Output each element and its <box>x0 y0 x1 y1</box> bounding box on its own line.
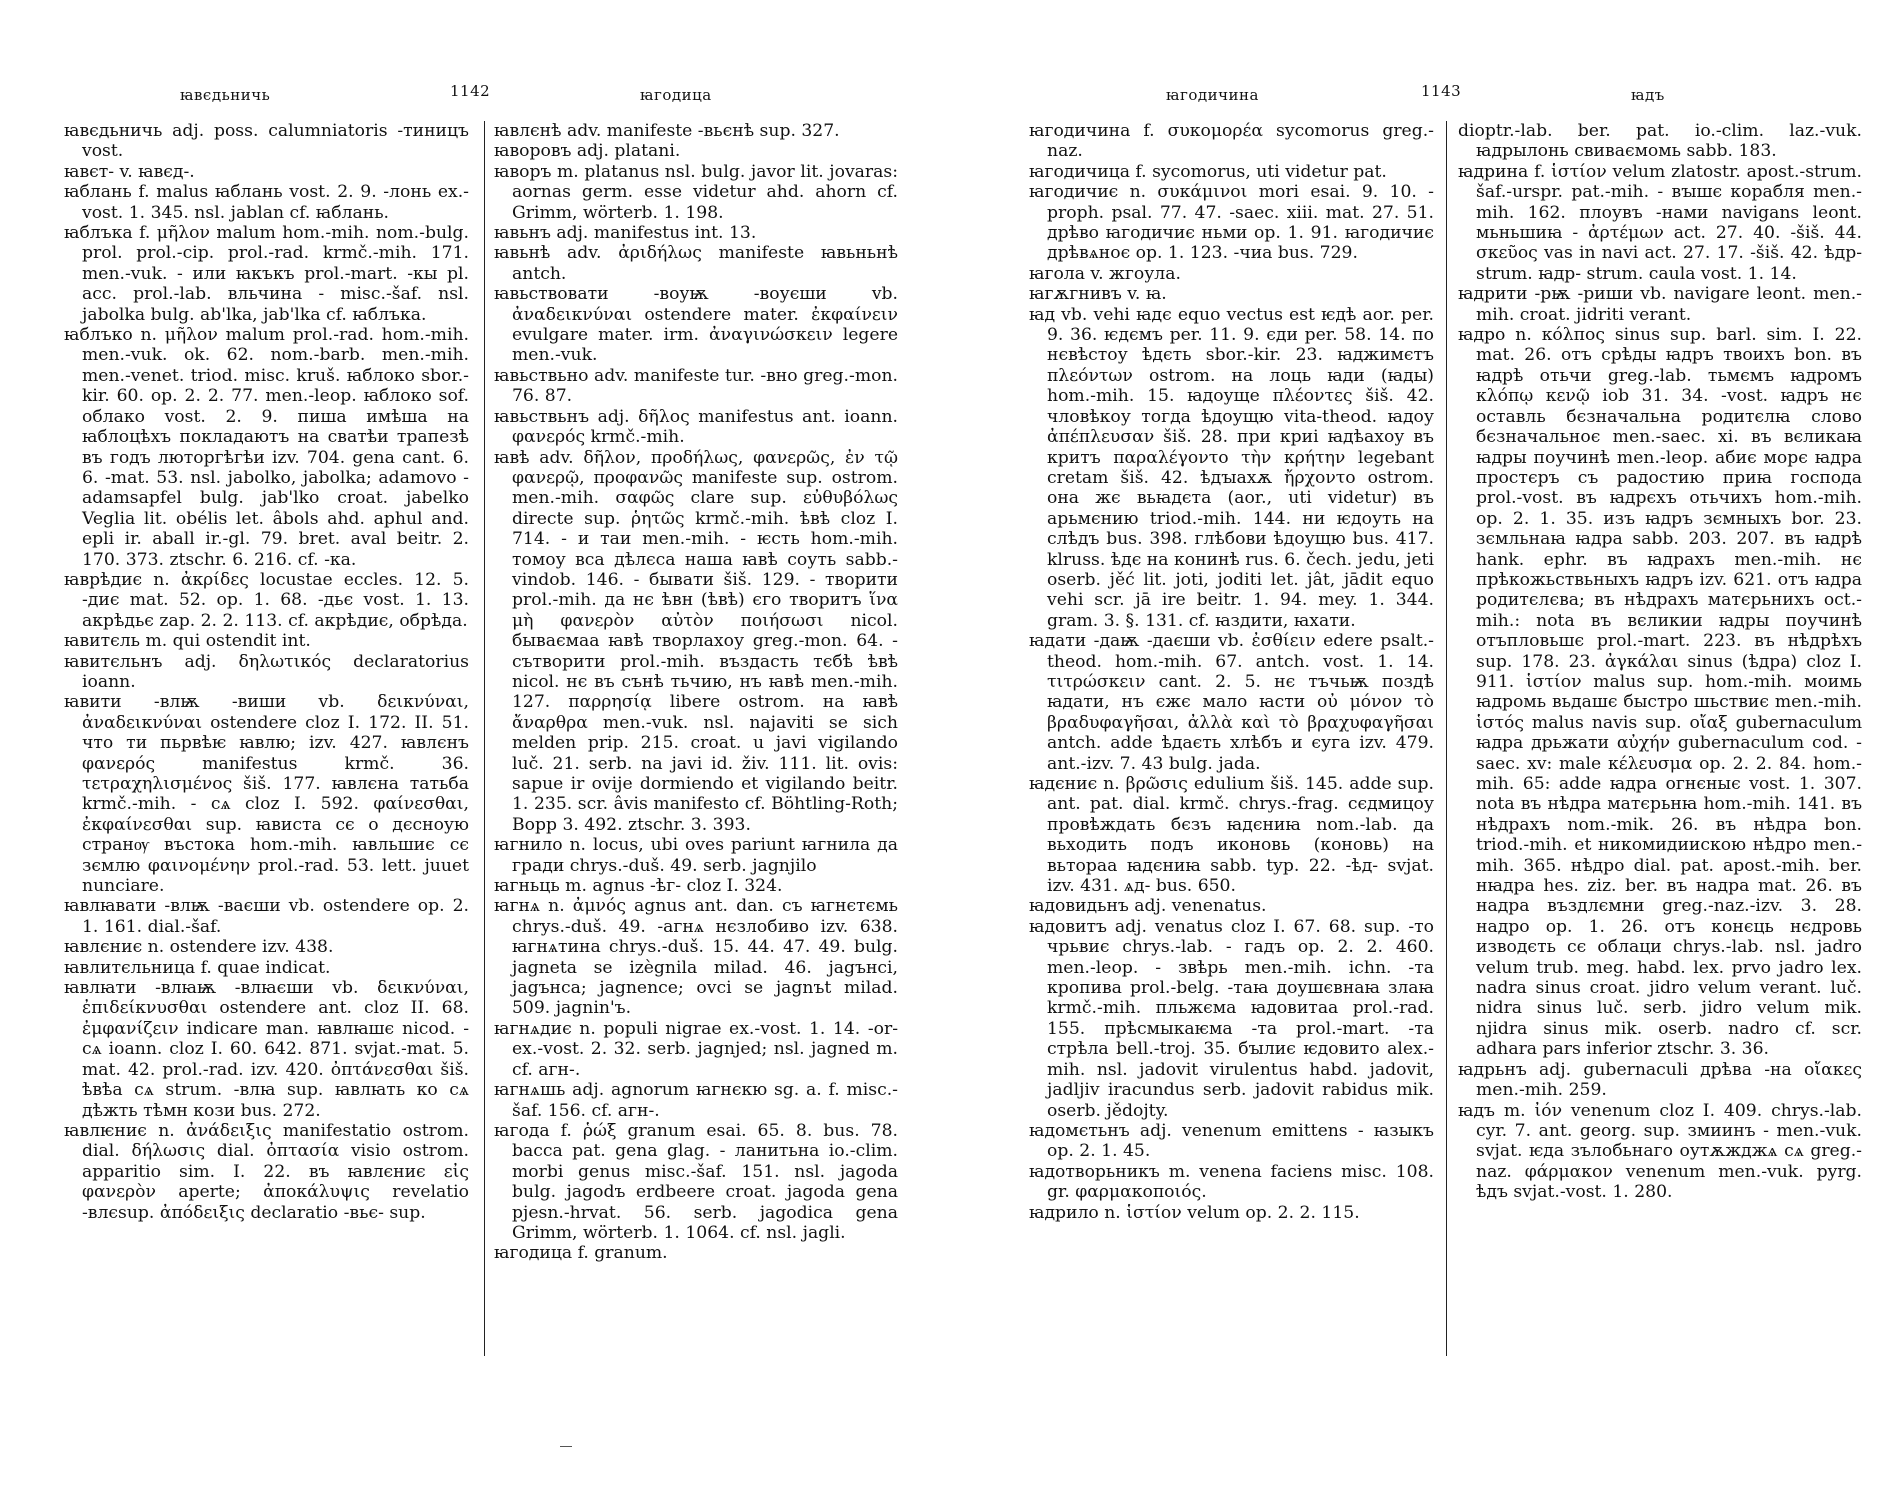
dictionary-entry: ꙗвлѥниє n. ἀνάδειξις manifestatio ostrom. dial. δήλωσις dial. ὀπτασία visio ostrom. apparitio sim. I. 22. въ ꙗвлєниє εἰς φανερὸν aperte; ἀποκάλυψις revelatio -влєsup. ἀπόδειξις declaratio -вьє- sup. <box>64 1120 469 1223</box>
dictionary-entry: ꙗдрина f. ἱστίον velum zlatostr. apost.-strum. šaf.-urspr. pat.-mih. - вꙑшє корабля men.-mih. 162. плоувъ -нами navigans leont. мьньшиꙗ - ἀρτέμων act. 27. 40. -šiš. 44. σκεῦος vas in navi act. 27. 17. -šiš. 42. ѣдр- strum. ꙗдр- strum. caula vost. 1. 14. <box>1458 161 1862 284</box>
column-divider <box>484 121 485 1356</box>
dictionary-entry: ꙗврѣдиє n. ἀκρίδες locustae eccles. 12. 5. -диє mat. 52. op. 1. 68. -дьє vost. 1. 13. акрѣдьє zap. 2. 2. 113. cf. акрѣдиє, обрѣда. <box>64 569 469 631</box>
dictionary-entry: ꙗвлєнѣ adv. manifeste -вьєнѣ sup. 327. <box>494 121 840 141</box>
dictionary-entry: ꙗблъка f. μῆλον malum hom.-mih. nom.-bulg. prol. prol.-cip. prol.-rad. krmč.-mih. 171. men.-vuk. - или ꙗкъкъ prol.-mart. -кы pl. acc. prol.-lab. вльчина - misc.-šaf. nsl. jabolka bulg. ab'lka, jab'lka cf. ꙗблъка. <box>64 223 469 325</box>
right-page <box>951 0 1902 1500</box>
dictionary-entry: ꙗдъ m. ἰόν venenum cloz I. 409. chrys.-lab. cyr. 7. ant. georg. sup. змиинъ - men.-vuk. svjat. ѥда зълобьнаго оутѫжджѧ сѧ greg.-naz. φάρμακον venenum men.-vuk. pyrg. ѣдъ svjat.-vost. 1. 280. <box>1458 1100 1862 1203</box>
dictionary-entry: ꙗвитєльнъ adj. δηλωτικός declaratorius ioann. <box>64 651 469 692</box>
dictionary-entry: ꙗгѫгнивъ v. ꙗ. <box>1029 284 1167 305</box>
dictionary-entry: ꙗблань f. malus ꙗблань vost. 2. 9. -лонь ex.-vost. 1. 345. nsl. jablan cf. ꙗблань. <box>64 182 469 223</box>
dictionary-entry: ꙗвлитєльница f. quae indicat. <box>64 957 331 978</box>
dictionary-entry: ꙗвлєниє n. ostendere izv. 438. <box>64 937 334 958</box>
dictionary-entry: ꙗдовидьнъ adj. venenatus. <box>1029 896 1267 917</box>
right-running-head: ꙗгодичина <box>1166 86 1259 104</box>
dictionary-entry: ꙗблъко n. μῆλον malum prol.-rad. hom.-mih. men.-vuk. ok. 62. nom.-barb. men.-mih. men.-venet. triod. misc. kruš. ꙗблоко sbor.-kir. 60. op. 2. 2. 77. men.-leop. ꙗблоко sof. облако vost. 2. 9. пиша имѣша на ꙗблоцѣхъ покладаютъ на сватѣи трапезѣ въ годъ лютоpгѣгѣи izv. 704. gena cant. 6. 6. -mat. 53. nsl. jabolko, jabolka; adamovo - adamsapfel bulg. jab'lko croat. jabelko Veglia lit. obélis let. âbols ahd. aphul and. epli ir. aball ir.-gl. 79. bret. aval beitr. 2. 170. 373. ztschr. 6. 216. cf. -ка. <box>64 325 469 570</box>
dictionary-entry: ꙗгодичица f. sycomorus, uti videtur pat. <box>1029 161 1387 182</box>
dictionary-entry: ꙗвѣ adv. δῆλον, προδήλως, φανερῶς, ἐν τῷ φανερῷ, προφανῶς manifeste sup. ostrom. men.-mih. σαφῶς clare sup. εὐθυβόλως directe sup. ῥητῶς krmč.-mih. ѣвѣ cloz I. 714. - и таи men.-mih. - ѥсть hom.-mih. томоу вса дѣлєса наша ꙗвѣ соуть sabb.-vindob. 146. - бывати šiš. 129. - творити prol.-mih. да нє ѣвн (ѣвѣ) єго творитъ ἵνα μὴ φανερὸν αὐτὸν ποιήσωσι nicol. бываємаа ꙗвѣ творлахоу greg.-mon. 64. - сътворити prol.-mih. въздасть тєбѣ ѣвѣ nicol. нє въ сънѣ тьчию, нъ ꙗвѣ men.-mih. 127. παρρησίᾳ libere ostrom. на ꙗвѣ ἄναρθρα men.-vuk. nsl. najaviti se sich melden prip. 215. croat. u javi vigilando luč. 21. serb. na javi id. živ. 111. lit. ovis: sapue ir ovije dormiendo et vigilando beitr. 1. 235. scr. âvis manifesto cf. Böhtling-Roth; Bopp 3. 492. ztschr. 3. 393. <box>494 447 898 835</box>
dictionary-entry: ꙗвьствовати -воуѭ -воуєши vb. ἀναδεικνύναι ostendere mater. ἐκφαίνειν evulgare mater. irm. ἀναγινώσκειν legere men.-vuk. <box>494 284 898 366</box>
dictionary-entry: ꙗгодица f. granum. <box>494 1243 668 1264</box>
dictionary-entry: ꙗвитєль m. qui ostendit int. <box>64 631 311 652</box>
left-page-column-1 <box>64 121 469 1456</box>
dictionary-entry: ꙗдрити -рѭ -риши vb. navigare leont. men.-mih. croat. jidriti verant. <box>1458 284 1862 325</box>
dictionary-entry: ꙗвити -влѭ -виши vb. δεικνύναι, ἀναδεικνύναι ostendere cloz I. 172. II. 51. что ти пьрвѣѥ ꙗвлю; izv. 427. ꙗвлєнъ φανερός manifestus krmč. 36. τετραχηλισμένος šiš. 177. ꙗвлєна татьба krmč.-mih. - сѧ cloz I. 592. φαίνεσθαι, ἐκφαίνεσθαι sup. ꙗвиста сє о дєсноую странѹ въстока hom.-mih. ꙗвльшиє сє зємлю φαινομένην prol.-rad. 53. lett. juuet nunciare. <box>64 692 469 897</box>
dictionary-entry: ꙗгнѧшь adj. agnorum ꙗгнєкю sg. a. f. misc.-šaf. 156. cf. агн-. <box>494 1080 898 1121</box>
dictionary-entry: ꙗдати -даѭ -даєши vb. ἐσθίειν edere psalt.-theod. hom.-mih. 67. antch. vost. 1. 14. τιτρώσκειν cant. 2. 5. нє тъчьѭ поздѣ ꙗдати, нъ єжє мало ꙗсти οὐ μόνον τὸ βραδυφαγῆσαι, ἀλλὰ καὶ τὸ βραχυφαγῆσαι antch. adde ѣдаєть хлѣбъ и єуга izv. 479. ant.-izv. 7. 43 bulg. jada. <box>1029 631 1434 774</box>
dictionary-entry: ꙗвьствьнъ adj. δῆλος manifestus ant. ioann. φανερός krmč.-mih. <box>494 406 898 448</box>
dictionary-entry: ꙗвьнѣ adv. ἀριδήλως manifeste ꙗвьньнѣ antch. <box>494 243 898 284</box>
dictionary-entry: ꙗвьнъ adj. manifestus int. 13. <box>494 223 757 244</box>
dictionary-entry: ꙗгола v. жгоула. <box>1029 263 1181 284</box>
left-page-number: 1142 <box>450 82 491 100</box>
dictionary-entry: ꙗгнѧдиє n. populi nigrae ex.-vost. 1. 14. -or- ex.-vost. 2. 32. serb. jagnjed; nsl. jagned m. cf. агн-. <box>494 1018 898 1080</box>
dictionary-entry: ꙗвлꙗти -влꙗѭ -влꙗєши vb. δεικνύναι, ἐπιδείκνυσθαι ostendere ant. cloz II. 68. ἐμφανίζειν indicare man. ꙗвлꙗшє nicod. - сѧ ioann. cloz I. 60. 642. 871. svjat.-mat. 5. mat. 42. prol.-rad. izv. 420. ὀπτάνεσθαι šiš. ѣвѣа сѧ strum. -влꙗ sup. ꙗвлꙗть ко сѧ дѣжть тѣмн кози bus. 272. <box>64 978 469 1121</box>
dictionary-entry: ꙗвєдьничь adj. poss. calumniatoris -тиницъ vost. <box>64 121 469 162</box>
dictionary-entry: dioptr.-lab. ber. pat. io.-clim. laz.-vuk. ꙗдрылонь свиваємомь sabb. 183. <box>1458 121 1862 162</box>
dictionary-entry: ꙗгнѧ n. ἀμνός agnus ant. dan. съ ꙗгнєтємь chrys.-duš. 49. -агнѧ нєзлобиво izv. 638. ꙗгнѧтина chrys.-duš. 15. 44. 47. 49. bulg. jagneta se izègnila milad. 46. jagънci, jagънca; jagnence; ovci se jagnъt milad. 509. jagnin'ъ. <box>494 896 898 1019</box>
dictionary-entry: ꙗдрило n. ἱστίον velum op. 2. 2. 115. <box>1029 1202 1360 1223</box>
dictionary-entry: ꙗгода f. ῥώξ granum esai. 65. 8. bus. 78. bacca pat. gena glag. - ланитьна io.-clim. morbi genus misc.-šaf. 151. nsl. jagoda bulg. jagodъ erdbeere croat. jagoda gena pjesn.-hrvat. 56. serb. jagodica gena Grimm, wörterb. 1. 1064. cf. nsl. jagli. <box>494 1120 898 1243</box>
right-page-number: 1143 <box>1421 82 1462 100</box>
right-page-column-1 <box>1029 121 1434 1456</box>
left-running-head-right: ꙗгодица <box>640 86 712 104</box>
dictionary-entry: ꙗворъ m. platanus nsl. bulg. javor lit. jovaras: aornas germ. esse videtur ahd. ahorn cf. Grimm, wörterb. 1. 198. <box>494 161 898 223</box>
dictionary-entry: ꙗдовитъ adj. venatus cloz I. 67. 68. sup. -то чрьвиє chrys.-lab. - гадъ op. 2. 2. 460. men.-leop. - звѣрь men.-mih. ichn. -та кропива prol.-belg. -таꙗ доушєвнаꙗ злаꙗ krmč.-mih. пльжєма ꙗдовитаа prol.-rad. 155. прѣсмыкаѥма -та prol.-mart. -та стрѣла bell.-troj. 35. бꙑлиє ѥдовито alex.-mih. nsl. jadovit virulentus habd. jadovit, jadljiv iracundus serb. jadovit rabidus mik. oserb. jědojty. <box>1029 916 1434 1121</box>
dictionary-entry: ꙗдро n. κόλπος sinus sup. barl. sim. I. 22. mat. 26. отъ срѣды ꙗдръ твоихъ bon. въ ꙗдрѣ отьчи greg.-lab. тьмємъ ꙗдромъ κλόπῳ κενῷ iob 31. 34. -vost. ꙗдръ нє оставль бєзначальна родитєлꙗ слово бєзначальноє men.-saec. xi. въ вєликаꙗ ꙗдры поучинѣ men.-leop. абиє морє ꙗдра простєръ съ радостию приꙗ господа prol.-vost. въ ꙗдрєхъ отьчихъ hom.-mih. op. 2. 1. 35. изъ ꙗдръ зємныхъ bor. 23. зємльнаꙗ ꙗдра sabb. 203. 207. въ ꙗдрѣ hank. ephr. въ ꙗдрахъ men.-mih. нє прѣкожьствьныхъ ꙗдръ izv. 621. отъ ꙗдра родитєлєва; въ нѣдрахъ матєрьнихъ oct.-mih.: nota въ вєликии ꙗдры поучинѣ отъпловьшє prol.-mart. 223. въ нѣдрѣхъ sup. 178. 23. ἀγκάλαι sinus (ѣдра) cloz I. 911. ἱστίον malus sup. hom.-mih. моимь ꙗдромь вьдашє быстро шьствиє men.-mih. ἱστός malus navis sup. οἴαξ gubernaculum ꙗдра дрьжати αὐχήν gubernaculum cod. -saec. xv: male κέλευσμα op. 2. 2. 84. hom.-mih. 65: adde ꙗдра огнєныє vost. 1. 307. nota въ нѣдра матєрьнꙗ hom.-mih. 141. въ нѣдрахъ nom.-mik. 26. въ нѣдра bon. triod.-mih. et никомидиискою нѣдро men.-mih. 365. нѣдро dial. pat. apost.-mih. ber. нꙗдра hes. ziz. ber. въ надра mat. 26. въ надра въздлємни greg.-naz.-izv. 3. 28. надро op. 1. 26. отъ конєць нєдровь изводєть сє облаци chrys.-lab. nsl. jadro velum trub. meg. habd. lex. prvo jadro lex. nadra sinus croat. jidro velum verant. luč. nidra sinus luč. serb. jidro velum mik. njidra sinus mik. oserb. nadro cf. scr. adhara pars inferior ztschr. 3. 36. <box>1458 325 1862 1060</box>
dictionary-entry: ꙗгодичиє n. συκάμινοι mori esai. 9. 10. -proph. psal. 77. 47. -saec. xiii. mat. 27. 51. дрѣво ꙗгодичиє ньми op. 1. 91. ꙗгодичиє дрѣвѧноє op. 1. 123. -чиа bus. 729. <box>1029 182 1434 264</box>
right-running-head-right: ꙗдъ <box>1631 86 1665 104</box>
dictionary-entry: ꙗвьствьно adv. manifeste tur. -вно greg.-mon. 76. 87. <box>494 365 898 407</box>
dictionary-entry: ꙗвєт- v. ꙗвєд-. <box>64 161 195 182</box>
bottom-dash <box>560 1446 572 1447</box>
dictionary-entry: ꙗдомєтьнъ adj. venenum emittens - ꙗзыкъ op. 2. 1. 45. <box>1029 1120 1434 1162</box>
dictionary-entry: ꙗгодичина f. συκομορέα sycomorus greg.-naz. <box>1029 121 1434 162</box>
dictionary-entry: ꙗдотворьникъ m. venena faciens misc. 108. gr. φαρμακοποιός. <box>1029 1161 1434 1203</box>
dictionary-entry: ꙗдрьнъ adj. gubernaculi дрѣва -на οἴακες men.-mih. 259. <box>1458 1059 1862 1101</box>
dictionary-entry: ꙗд vb. vehi ꙗдє equo vectus est ѥдѣ aor. per. 9. 36. ѥдємъ per. 11. 9. єди per. 58. 14. по нєвѣстоу ѣдєть sbor.-kir. 23. ꙗджимєтъ πλεόντων ostrom. на лоць ꙗди (ꙗды) hom.-mih. 15. ꙗдоуще πλέοντες šiš. 42. чловѣкоу тогда ѣдоущю vita-theod. ꙗдоу ἀπέπλευσαν šiš. 28. при криі ꙗдѣахоу въ критъ παραλέγοντο τὴν κρήτην legebant cretam šiš. 42. ѣдꙑахѫ ἤρχοντο ostrom. она жє вьꙗдєта (aor., uti videtur) въ арьмєнию triod.-mih. 144. ни ѥдоуть на слѣдъ bus. 398. глѣбови ѣдоущю bus. 417. klruss. ѣдє на конинѣ rus. 6. čech. jedu, jeti oserb. jěć lit. joti, joditi let. jât, jādit equo vehi scr. jā ire beitr. 1. 94. mey. 1. 344. gram. 3. §. 131. cf. ꙗздити, ꙗхати. <box>1029 304 1434 631</box>
dictionary-entry: ꙗдєниє n. βρῶσις edulium šiš. 145. adde sup. ant. pat. dial. krmč. chrys.-frag. сєдмицоу провѣждать бєзъ ꙗдєниꙗ nom.-lab. да вьходить подъ иконовь (коновь) на вьтораа ꙗдєниꙗ sabb. typ. 22. -ѣд- svjat. izv. 431. ѧд- bus. 650. <box>1029 774 1434 897</box>
right-page-column-2 <box>1458 121 1862 1456</box>
dictionary-entry: ꙗгньць m. agnus -ѣг- cloz I. 324. <box>494 876 783 897</box>
left-running-head: ꙗвєдьничь <box>180 86 271 104</box>
dictionary-entry: ꙗворовъ adj. platani. <box>494 141 681 162</box>
left-page-column-2 <box>494 121 898 1456</box>
dictionary-entry: ꙗгнило n. locus, ubi oves pariunt ꙗгнила да гради chrys.-duš. 49. serb. jagnjilo <box>494 835 898 876</box>
column-divider <box>1446 121 1447 1356</box>
dictionary-entry: ꙗвлꙗвати -влѭ -ваєши vb. ostendere op. 2. 1. 161. dial.-šaf. <box>64 896 469 937</box>
